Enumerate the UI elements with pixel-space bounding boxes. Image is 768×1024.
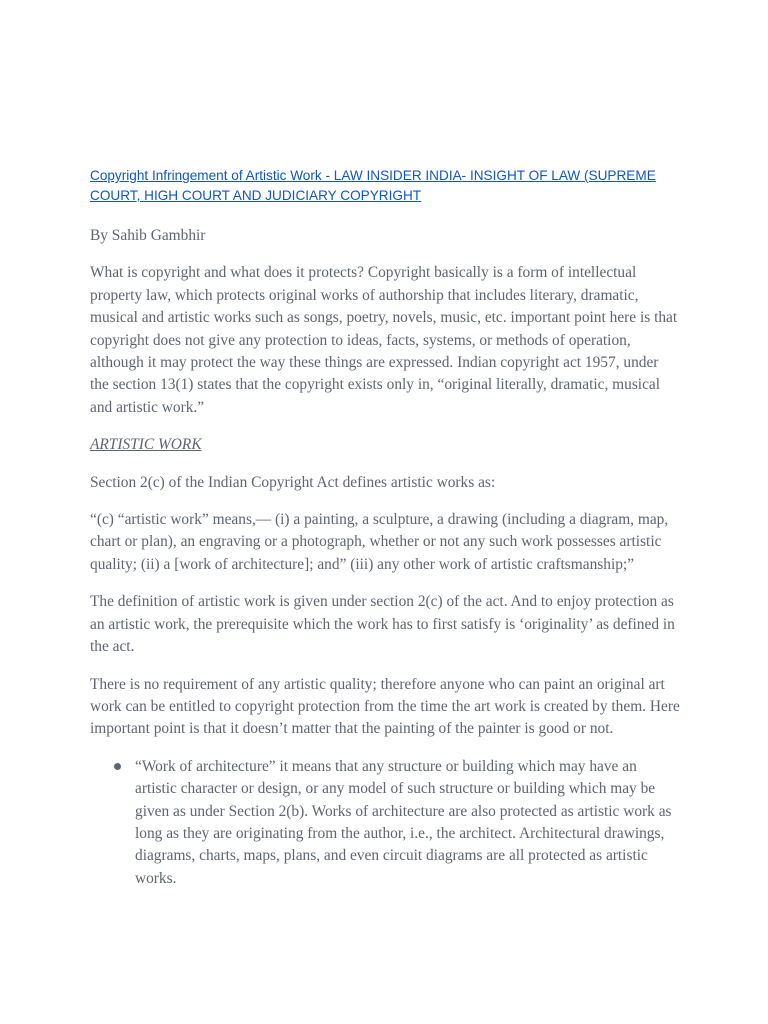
section-heading: ARTISTIC WORK — [90, 436, 202, 454]
definition-note-paragraph: The definition of artistic work is given under section 2(c) of the act. And to enjoy protection as an artistic work, the prerequisite which the work has to first satisfy is ‘originality’ as defined in the act. — [90, 593, 675, 656]
quality-note-paragraph: There is no requirement of any artistic quality; therefore anyone who can paint an original art work can be entitled to copyright protection from the time the art work is created by them. Here important point is that it doesn’t matter that the painting of the painter is good or not. — [90, 675, 680, 738]
list-item-text: “Work of architecture” it means that any structure or building which may have an artistic character or design, or any model of such structure or building which may be given as under Section 2(b). Works of architecture are also protected as artistic work as long as they are originating from the author, i.e., the architect. Architectural drawings, diagrams, charts, maps, plans, and even circuit diagrams are all protected as artistic works. — [135, 757, 672, 887]
byline: By Sahib Gambhir — [90, 227, 206, 244]
article-title-link[interactable]: Copyright Infringement of Artistic Work - LAW INSIDER INDIA- INSIGHT OF LAW (SUPREME COURT, HIGH COURT AND JUDICIARY COPYRIGHT — [90, 168, 656, 203]
bullet-list — [90, 756, 680, 890]
definition-intro-paragraph: Section 2(c) of the Indian Copyright Act defines artistic works as: — [90, 473, 496, 491]
definition-quote-paragraph: “(c) “artistic work” means,— (i) a painting, a sculpture, a drawing (including a diagram, map, chart or plan), an engraving or a photograph, whether or not any such work possesses artistic quality; (ii) a [work of architecture]; and” (iii) any other work of artistic craftsmanship;” — [90, 511, 669, 573]
intro-paragraph: What is copyright and what does it protects? Copyright basically is a form of intellectual property law, which protects original works of authorship that includes literary, dramatic, musical and artistic works such as songs, poetry, novels, music, etc. important point here is that copyright does not give any protection to ideas, facts, systems, or methods of operation, although it may protect the way these things are expressed. Indian copyright act 1957, under the section 13(1) states that the copyright exists only in, “original literally, dramatic, musical and artistic work.” — [90, 264, 678, 416]
document-body — [90, 166, 680, 890]
list-item — [90, 756, 680, 890]
bullet-icon — [114, 763, 121, 770]
